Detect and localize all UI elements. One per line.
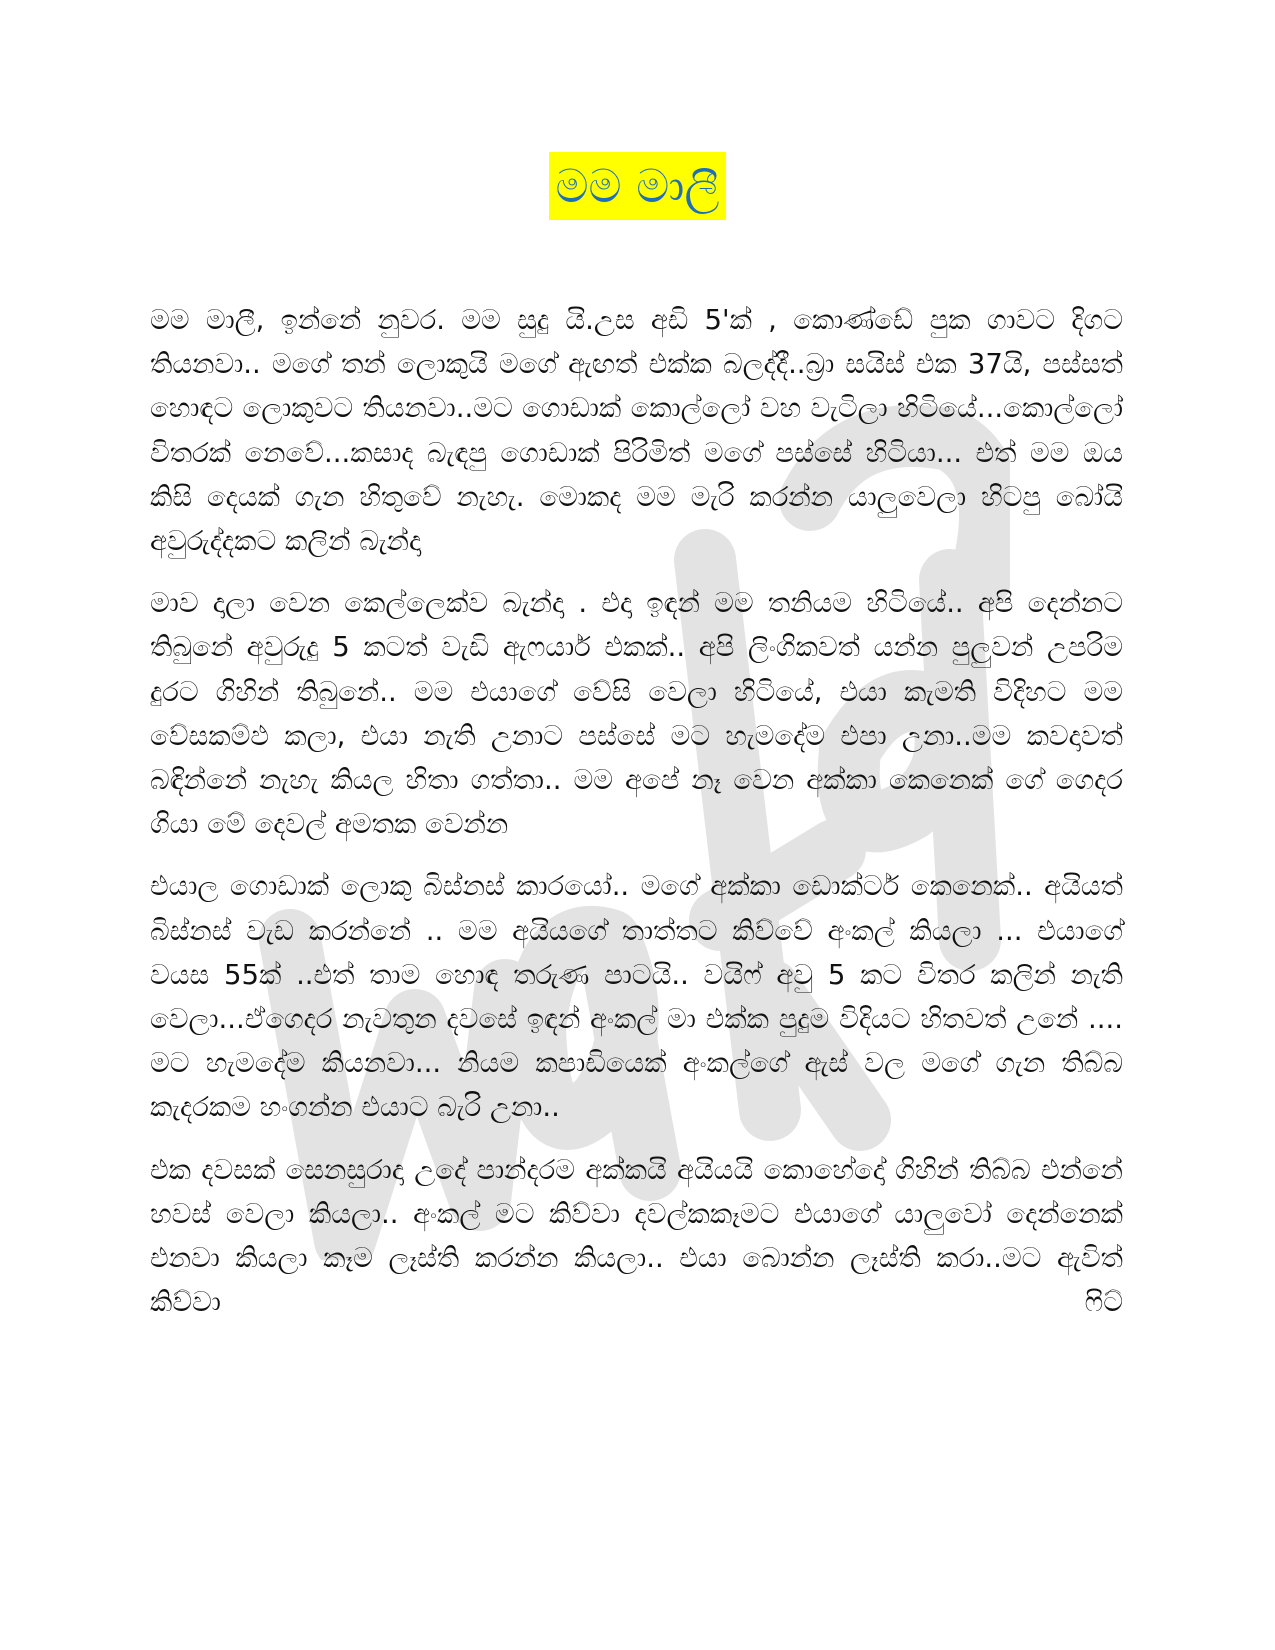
title-block <box>0 152 1275 220</box>
story-body <box>150 298 1123 1342</box>
paragraph-1: මම මාලී, ඉන්නේ නුවර. මම සුදු යි.උස අඩි 5'ක් , කොණ්ඩේ පුක ගාවට දිගට තියනවා.. මගේ තන් ලොකුයි මගේ ඇඟත් එක්ක බලද්දී..බ්‍රා සයිස් එක 37යි, පස්සත් හොඳට ලොකුවට තියනවා..මට ගොඩාක් කොල්ලෝ වහ වැටිලා හිටියේ...කොල්ලෝ විතරක් නෙවේ...කසාද බැඳපු ගොඩාක් පිරිමිත් මගේ පස්සේ හිටියා... එත් මම ඔය කිසි දෙයක් ගැන හිතුවේ නැහැ. මොකද මම මැරි කරන්න යාලුවෙලා හිටපු බෝයි අවුරුද්දකට කලින් බැන්දා <box>150 304 1123 558</box>
paragraph-2: මාව දාලා වෙන කෙල්ලෙක්ව බැන්දා . එදා ඉඳන් මම තනියම හිටියේ.. අපි දෙන්නට තිබුනේ අවුරුදු 5 කටත් වැඩි ඇෆයාර් එකක්.. අපි ලිංගිකවත් යන්න පුලුවන් උපරිම දුරට ගිහින් තිබුනේ.. මම එයාගේ වේසි වෙලා හිටියේ, එයා කැමති විදිහට මම වේසකම්ඵ කලා, එයා නැති උනාට පස්සේ මට හැමදේම එපා උනා..මම කවදාවත් බඳින්නේ නැහැ කියල හිතා ගත්තා.. මම අපේ නෑ වෙන අක්කා කෙනෙක් ගේ ගෙදර ගියා මේ දෙවල් අමතක වෙන්න <box>150 587 1123 841</box>
page-title: මම මාලී <box>549 152 725 220</box>
paragraph-3: එයාල ගොඩාක් ලොකු බිස්නස් කාරයෝ.. මගේ අක්කා ඩොක්ටර් කෙනෙක්.. අයියත් බිස්නස් වැඩ කරන්නේ .. මම අයියගේ තාත්තට කිව්වේ අංකල් කියලා ... එයාගේ වයස 55ක් ..එත් තාම හොඳ තරුණ පාටයි.. වයිෆ් අවු 5 කට විතර කලින් නැති වෙලා...ඒගෙදර නැවතුන දවසේ ඉඳන් අංකල් මා එක්ක පුදුම විදියට හිතවත් උනේ .... මට හැමදේම කියනවා... නියම කපාඩියෙක් අංකල්ගේ ඇස් වල මගේ ගැන තිබ්බ කැදරකම හංගන්න එයාට බැරි උනා.. <box>150 870 1123 1124</box>
paragraph-4: එක දවසක් සෙනසුරාදා උදේ පාන්දරම අක්කයි අයියයි කොහේදෝ ගිහින් තිබ්බ එන්නේ හවස් වෙලා කියලා.. අංකල් මට කිව්වා දවල්කකෑමට එයාගේ යාලුවෝ දෙන්නෙක් එනවා කියලා කෑම ලෑස්ති කරන්න කියලා.. එයා බොන්න ලෑස්ති කරා..මට ඇවිත් කිව්වා ෆිට් <box>150 1153 1123 1319</box>
